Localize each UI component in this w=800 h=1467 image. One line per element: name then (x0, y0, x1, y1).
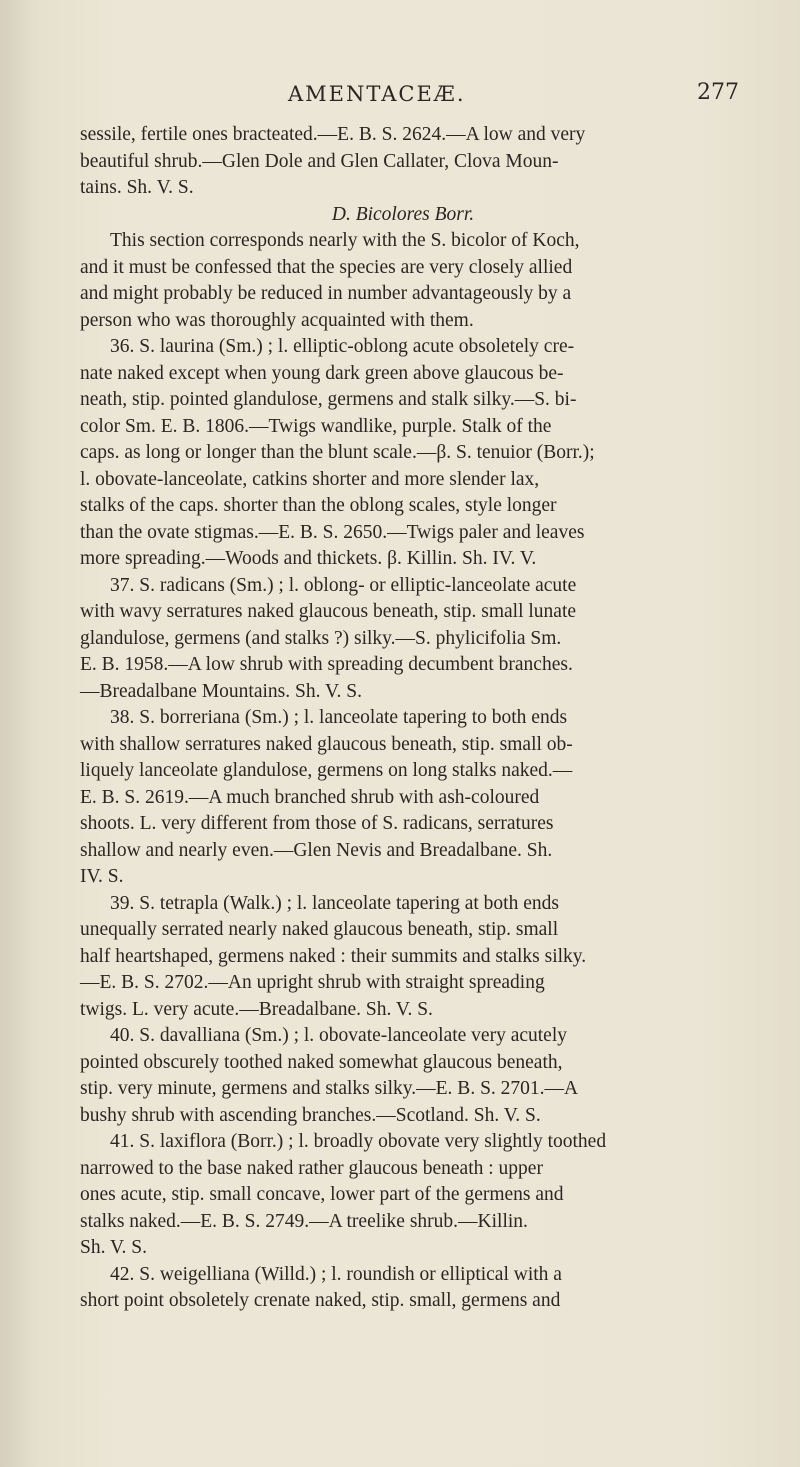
text-line: This section corresponds nearly with the S. bicolor of Koch, (110, 230, 580, 251)
text-line: stalks of the caps. shorter than the oblong scales, style longer (80, 495, 557, 516)
text-line: pointed obscurely toothed naked somewhat glaucous beneath, (80, 1051, 563, 1073)
species-entry: 39. S. tetrapla (Walk.) ; l. lanceolate tapering at both ends (110, 892, 559, 914)
page-header (0, 80, 800, 120)
text-line: short point obsoletely crenate naked, stip. small, germens and (80, 1290, 561, 1311)
text-line: beautiful shrub.—Glen Dole and Glen Callater, Clova Moun- (80, 150, 559, 172)
species-entry: 36. S. laurina (Sm.) ; l. elliptic-oblong acute obsoletely cre- (110, 336, 575, 357)
text-line: liquely lanceolate glandulose, germens on long stalks naked.— (80, 760, 573, 781)
text-line: shoots. L. very different from those of S. radicans, serratures (80, 813, 554, 834)
text-line: IV. S. (80, 866, 124, 887)
text-line: —E. B. S. 2702.—An upright shrub with straight spreading (80, 972, 545, 993)
text-line: and might probably be reduced in number advantageously by a (80, 283, 572, 304)
text-line: color Sm. E. B. 1806.—Twigs wandlike, purple. Stalk of the (80, 415, 552, 437)
text-line: bushy shrub with ascending branches.—Scotland. Sh. V. S. (80, 1104, 541, 1126)
text-line: stalks naked.—E. B. S. 2749.—A treelike shrub.—Killin. (80, 1210, 528, 1232)
text-line: person who was thoroughly acquainted with them. (80, 309, 474, 331)
text-line: and it must be confessed that the species are very closely allied (80, 256, 573, 278)
text-line: ones acute, stip. small concave, lower part of the germens and (80, 1184, 564, 1205)
text-line: more spreading.—Woods and thickets. β. Killin. Sh. IV. V. (80, 548, 537, 569)
text-line: nate naked except when young dark green above glaucous be- (80, 362, 564, 384)
species-entry: 37. S. radicans (Sm.) ; l. oblong- or elliptic-lanceolate acute (110, 574, 577, 596)
text-line: E. B. 1958.—A low shrub with spreading decumbent branches. (80, 654, 573, 675)
text-line: tains. Sh. V. S. (80, 177, 194, 198)
text-line: unequally serrated nearly naked glaucous beneath, stip. small (80, 919, 559, 940)
species-entry: 42. S. weigelliana (Willd.) ; l. roundish or elliptical with a (110, 1263, 562, 1285)
text-line: with shallow serratures naked glaucous beneath, stip. small ob- (80, 733, 573, 755)
species-entry: 40. S. davalliana (Sm.) ; l. obovate-lanceolate very acutely (110, 1025, 568, 1046)
text-line: narrowed to the base naked rather glaucous beneath : upper (80, 1157, 543, 1179)
species-entry: 41. S. laxiflora (Borr.) ; l. broadly obovate very slightly toothed (110, 1131, 607, 1152)
section-heading: D. Bicolores Borr. (331, 203, 475, 225)
text-line: l. obovate-lanceolate, catkins shorter and more slender lax, (80, 468, 540, 490)
text-line: —Breadalbane Mountains. Sh. V. S. (80, 680, 363, 702)
text-line: glandulose, germens (and stalks ?) silky.—S. phylicifolia Sm. (80, 627, 562, 649)
page-number: 277 (697, 80, 739, 105)
text-line: twigs. L. very acute.—Breadalbane. Sh. V. S. (80, 998, 433, 1020)
text-line: half heartshaped, germens naked : their summits and stalks silky. (80, 945, 587, 967)
text-line: neath, stip. pointed glandulose, germens and stalk silky.—S. bi- (80, 389, 577, 410)
text-line: sessile, fertile ones bracteated.—E. B. S. 2624.—A low and very (80, 124, 586, 145)
text-line: stip. very minute, germens and stalks silky.—E. B. S. 2701.—A (80, 1078, 579, 1099)
text-line: shallow and nearly even.—Glen Nevis and Breadalbane. Sh. (80, 839, 553, 861)
text-line: than the ovate stigmas.—E. B. S. 2650.—Twigs paler and leaves (80, 521, 585, 543)
text-line: caps. as long or longer than the blunt scale.—β. S. tenuior (Borr.); (80, 442, 595, 463)
text-line: with wavy serratures naked glaucous beneath, stip. small lunate (80, 601, 577, 622)
text-line: E. B. S. 2619.—A much branched shrub with ash-coloured (80, 786, 540, 808)
running-title: AMENTACEÆ. (288, 82, 466, 106)
text-line: Sh. V. S. (80, 1237, 148, 1258)
body-text (58, 122, 748, 1315)
species-entry: 38. S. borreriana (Sm.) ; l. lanceolate tapering to both ends (110, 707, 568, 728)
